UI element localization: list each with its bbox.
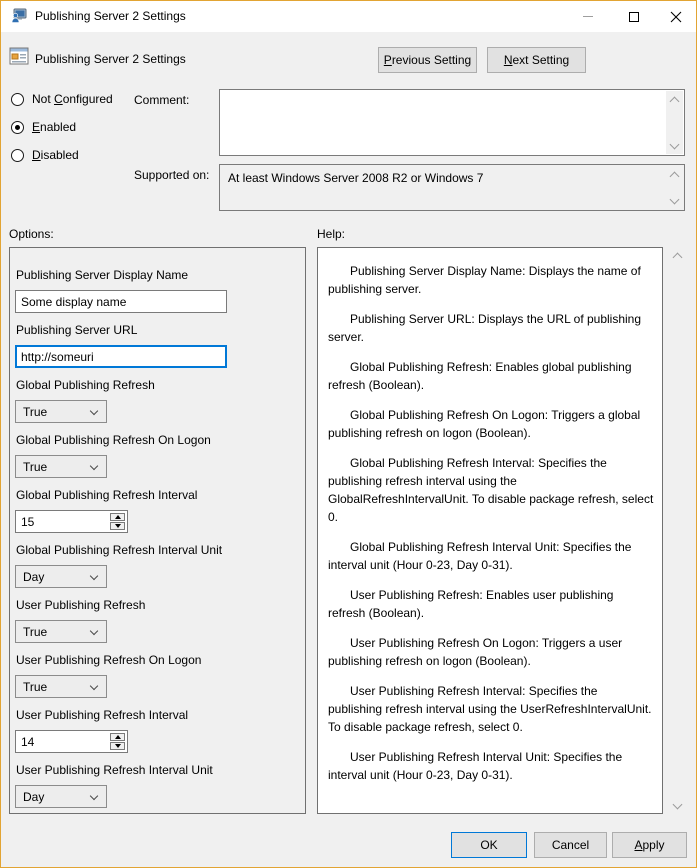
- cancel-button[interactable]: Cancel: [534, 832, 607, 858]
- next-setting-button[interactable]: N ext Setting: [487, 47, 586, 73]
- comment-label: Comment:: [134, 93, 190, 107]
- help-label: Help:: [317, 227, 346, 241]
- apply-button[interactable]: A pply: [612, 832, 687, 858]
- help-paragraph: Publishing Server Display Name: Displays the name of publishing server.: [328, 264, 641, 296]
- close-icon: [670, 11, 682, 23]
- chevron-down-icon: [90, 682, 98, 690]
- option-label-publishing-server-display-name: Publishing Server Display Name: [16, 268, 189, 282]
- previous-setting-button[interactable]: P revious Setting: [378, 47, 477, 73]
- dropdown-value: Day: [23, 569, 45, 584]
- help-paragraph: User Publishing Refresh On Logon: Triggers a user publishing refresh on logon (Boolean).: [328, 636, 623, 668]
- chevron-down-icon: [672, 799, 682, 809]
- maximize-button[interactable]: [617, 1, 651, 32]
- radio-circle: [11, 121, 24, 134]
- option-control-row: [15, 675, 300, 698]
- user-publishing-refresh-dropdown[interactable]: [15, 620, 107, 643]
- user-publishing-refresh-interval-spinner: [15, 730, 128, 753]
- help-paragraph: User Publishing Refresh Interval: Specifies the publishing refresh interval using the UserRefreshIntervalUnit. To disable package refresh, select 0.: [328, 684, 652, 734]
- user-publishing-refresh-interval-input[interactable]: [16, 731, 108, 752]
- spin-up-button[interactable]: [110, 513, 125, 521]
- dropdown-value: True: [23, 404, 48, 419]
- help-paragraph: Publishing Server URL: Displays the URL of publishing server.: [328, 312, 642, 344]
- help-paragraph: Global Publishing Refresh On Logon: Triggers a global publishing refresh on logon (Boolean).: [328, 408, 641, 440]
- arrow-down-icon: [115, 744, 121, 748]
- comment-scrollbar[interactable]: [666, 91, 683, 154]
- configuration-radio-group: [11, 91, 113, 175]
- radio-label: Disabled: [32, 148, 79, 162]
- help-paragraph: User Publishing Refresh Interval Unit: Specifies the interval unit (Hour 0-23, Day 0-31).: [328, 750, 623, 782]
- chevron-up-icon: [670, 96, 680, 106]
- help-paragraph: Global Publishing Refresh Interval Unit: Specifies the interval unit (Hour 0-23, Day 0-31).: [328, 540, 632, 572]
- scroll-down-button[interactable]: [666, 138, 683, 154]
- policy-settings-icon: [9, 46, 29, 66]
- scroll-down-button[interactable]: [667, 798, 687, 814]
- scroll-down-button[interactable]: [666, 193, 683, 209]
- option-label-user-publishing-refresh: User Publishing Refresh: [16, 598, 146, 612]
- spin-buttons: [110, 733, 125, 750]
- options-label: Options:: [9, 227, 54, 241]
- supported-on-scrollbar[interactable]: [666, 166, 683, 209]
- chevron-up-icon: [670, 171, 680, 181]
- chevron-up-icon: [672, 252, 682, 262]
- comment-textarea[interactable]: [220, 90, 664, 155]
- global-publishing-refresh-dropdown[interactable]: [15, 400, 107, 423]
- scroll-up-button[interactable]: [666, 91, 683, 107]
- option-label-global-publishing-refresh-interval-unit: Global Publishing Refresh Interval Unit: [16, 543, 223, 557]
- option-label-user-publishing-refresh-interval: User Publishing Refresh Interval: [16, 708, 189, 722]
- supported-on-box: [219, 164, 685, 211]
- spin-down-button[interactable]: [110, 742, 125, 750]
- option-control-row: [15, 785, 300, 808]
- option-label-global-publishing-refresh-interval: Global Publishing Refresh Interval: [16, 488, 198, 502]
- option-control-row: [15, 510, 300, 533]
- chevron-down-icon: [90, 627, 98, 635]
- option-control-row: [15, 400, 300, 423]
- chevron-down-icon: [670, 194, 680, 204]
- page-title: Publishing Server 2 Settings: [35, 52, 186, 66]
- radio-option-disabled[interactable]: [11, 147, 113, 163]
- option-control-row: [15, 290, 300, 313]
- dropdown-value: True: [23, 679, 48, 694]
- close-button[interactable]: [659, 1, 693, 32]
- radio-label: Not Configured: [32, 92, 113, 106]
- help-panel: [317, 247, 663, 814]
- dropdown-value: True: [23, 459, 48, 474]
- spin-buttons: [110, 513, 125, 530]
- supported-on-value: At least Windows Server 2008 R2 or Windows 7: [228, 171, 484, 185]
- arrow-up-icon: [115, 515, 121, 519]
- global-publishing-refresh-interval-input[interactable]: [16, 511, 108, 532]
- option-control-row: [15, 730, 300, 753]
- chevron-down-icon: [670, 139, 680, 149]
- supported-on-label: Supported on:: [134, 168, 210, 182]
- minimize-button[interactable]: [571, 1, 605, 32]
- dropdown-value: True: [23, 624, 48, 639]
- spin-up-button[interactable]: [110, 733, 125, 741]
- titlebar: [1, 1, 696, 32]
- user-publishing-refresh-interval-unit-dropdown[interactable]: [15, 785, 107, 808]
- spin-down-button[interactable]: [110, 522, 125, 530]
- global-publishing-refresh-interval-unit-dropdown[interactable]: [15, 565, 107, 588]
- help-paragraph: Global Publishing Refresh Interval: Specifies the publishing refresh interval using the GlobalRefreshIntervalUnit. To disable package refresh, select 0.: [328, 456, 654, 524]
- publishing-server-url-input[interactable]: [15, 345, 227, 368]
- help-paragraph: User Publishing Refresh: Enables user publishing refresh (Boolean).: [328, 588, 614, 620]
- option-control-row: [15, 455, 300, 478]
- chevron-down-icon: [90, 792, 98, 800]
- option-control-row: [15, 565, 300, 588]
- option-label-user-publishing-refresh-interval-unit: User Publishing Refresh Interval Unit: [16, 763, 213, 777]
- chevron-down-icon: [90, 462, 98, 470]
- global-publishing-refresh-interval-spinner: [15, 510, 128, 533]
- option-label-global-publishing-refresh-on-logon: Global Publishing Refresh On Logon: [16, 433, 211, 447]
- radio-option-not-configured[interactable]: [11, 91, 113, 107]
- radio-circle: [11, 149, 24, 162]
- gpedit-window-icon: [11, 8, 27, 24]
- window-title: Publishing Server 2 Settings: [35, 9, 186, 23]
- publishing-server-display-name-input[interactable]: [15, 290, 227, 313]
- option-control-row: [15, 620, 300, 643]
- radio-option-enabled[interactable]: [11, 119, 113, 135]
- scroll-up-button[interactable]: [666, 166, 683, 182]
- option-label-global-publishing-refresh: Global Publishing Refresh: [16, 378, 155, 392]
- comment-box: [219, 89, 685, 156]
- ok-button[interactable]: OK: [451, 832, 527, 858]
- help-scrollbar[interactable]: [667, 247, 687, 814]
- dropdown-value: Day: [23, 789, 45, 804]
- maximize-icon: [629, 12, 639, 22]
- options-panel: [9, 247, 306, 814]
- chevron-down-icon: [90, 572, 98, 580]
- scroll-up-button[interactable]: [667, 247, 687, 263]
- radio-label: Enabled: [32, 120, 77, 134]
- radio-circle: [11, 93, 24, 106]
- option-label-publishing-server-url: Publishing Server URL: [16, 323, 138, 337]
- help-paragraph: Global Publishing Refresh: Enables global publishing refresh (Boolean).: [328, 360, 632, 392]
- chevron-down-icon: [90, 407, 98, 415]
- option-label-user-publishing-refresh-on-logon: User Publishing Refresh On Logon: [16, 653, 202, 667]
- arrow-down-icon: [115, 524, 121, 528]
- global-publishing-refresh-on-logon-dropdown[interactable]: [15, 455, 107, 478]
- user-publishing-refresh-on-logon-dropdown[interactable]: [15, 675, 107, 698]
- arrow-up-icon: [115, 735, 121, 739]
- minimize-icon: [583, 16, 593, 17]
- option-control-row: [15, 345, 300, 368]
